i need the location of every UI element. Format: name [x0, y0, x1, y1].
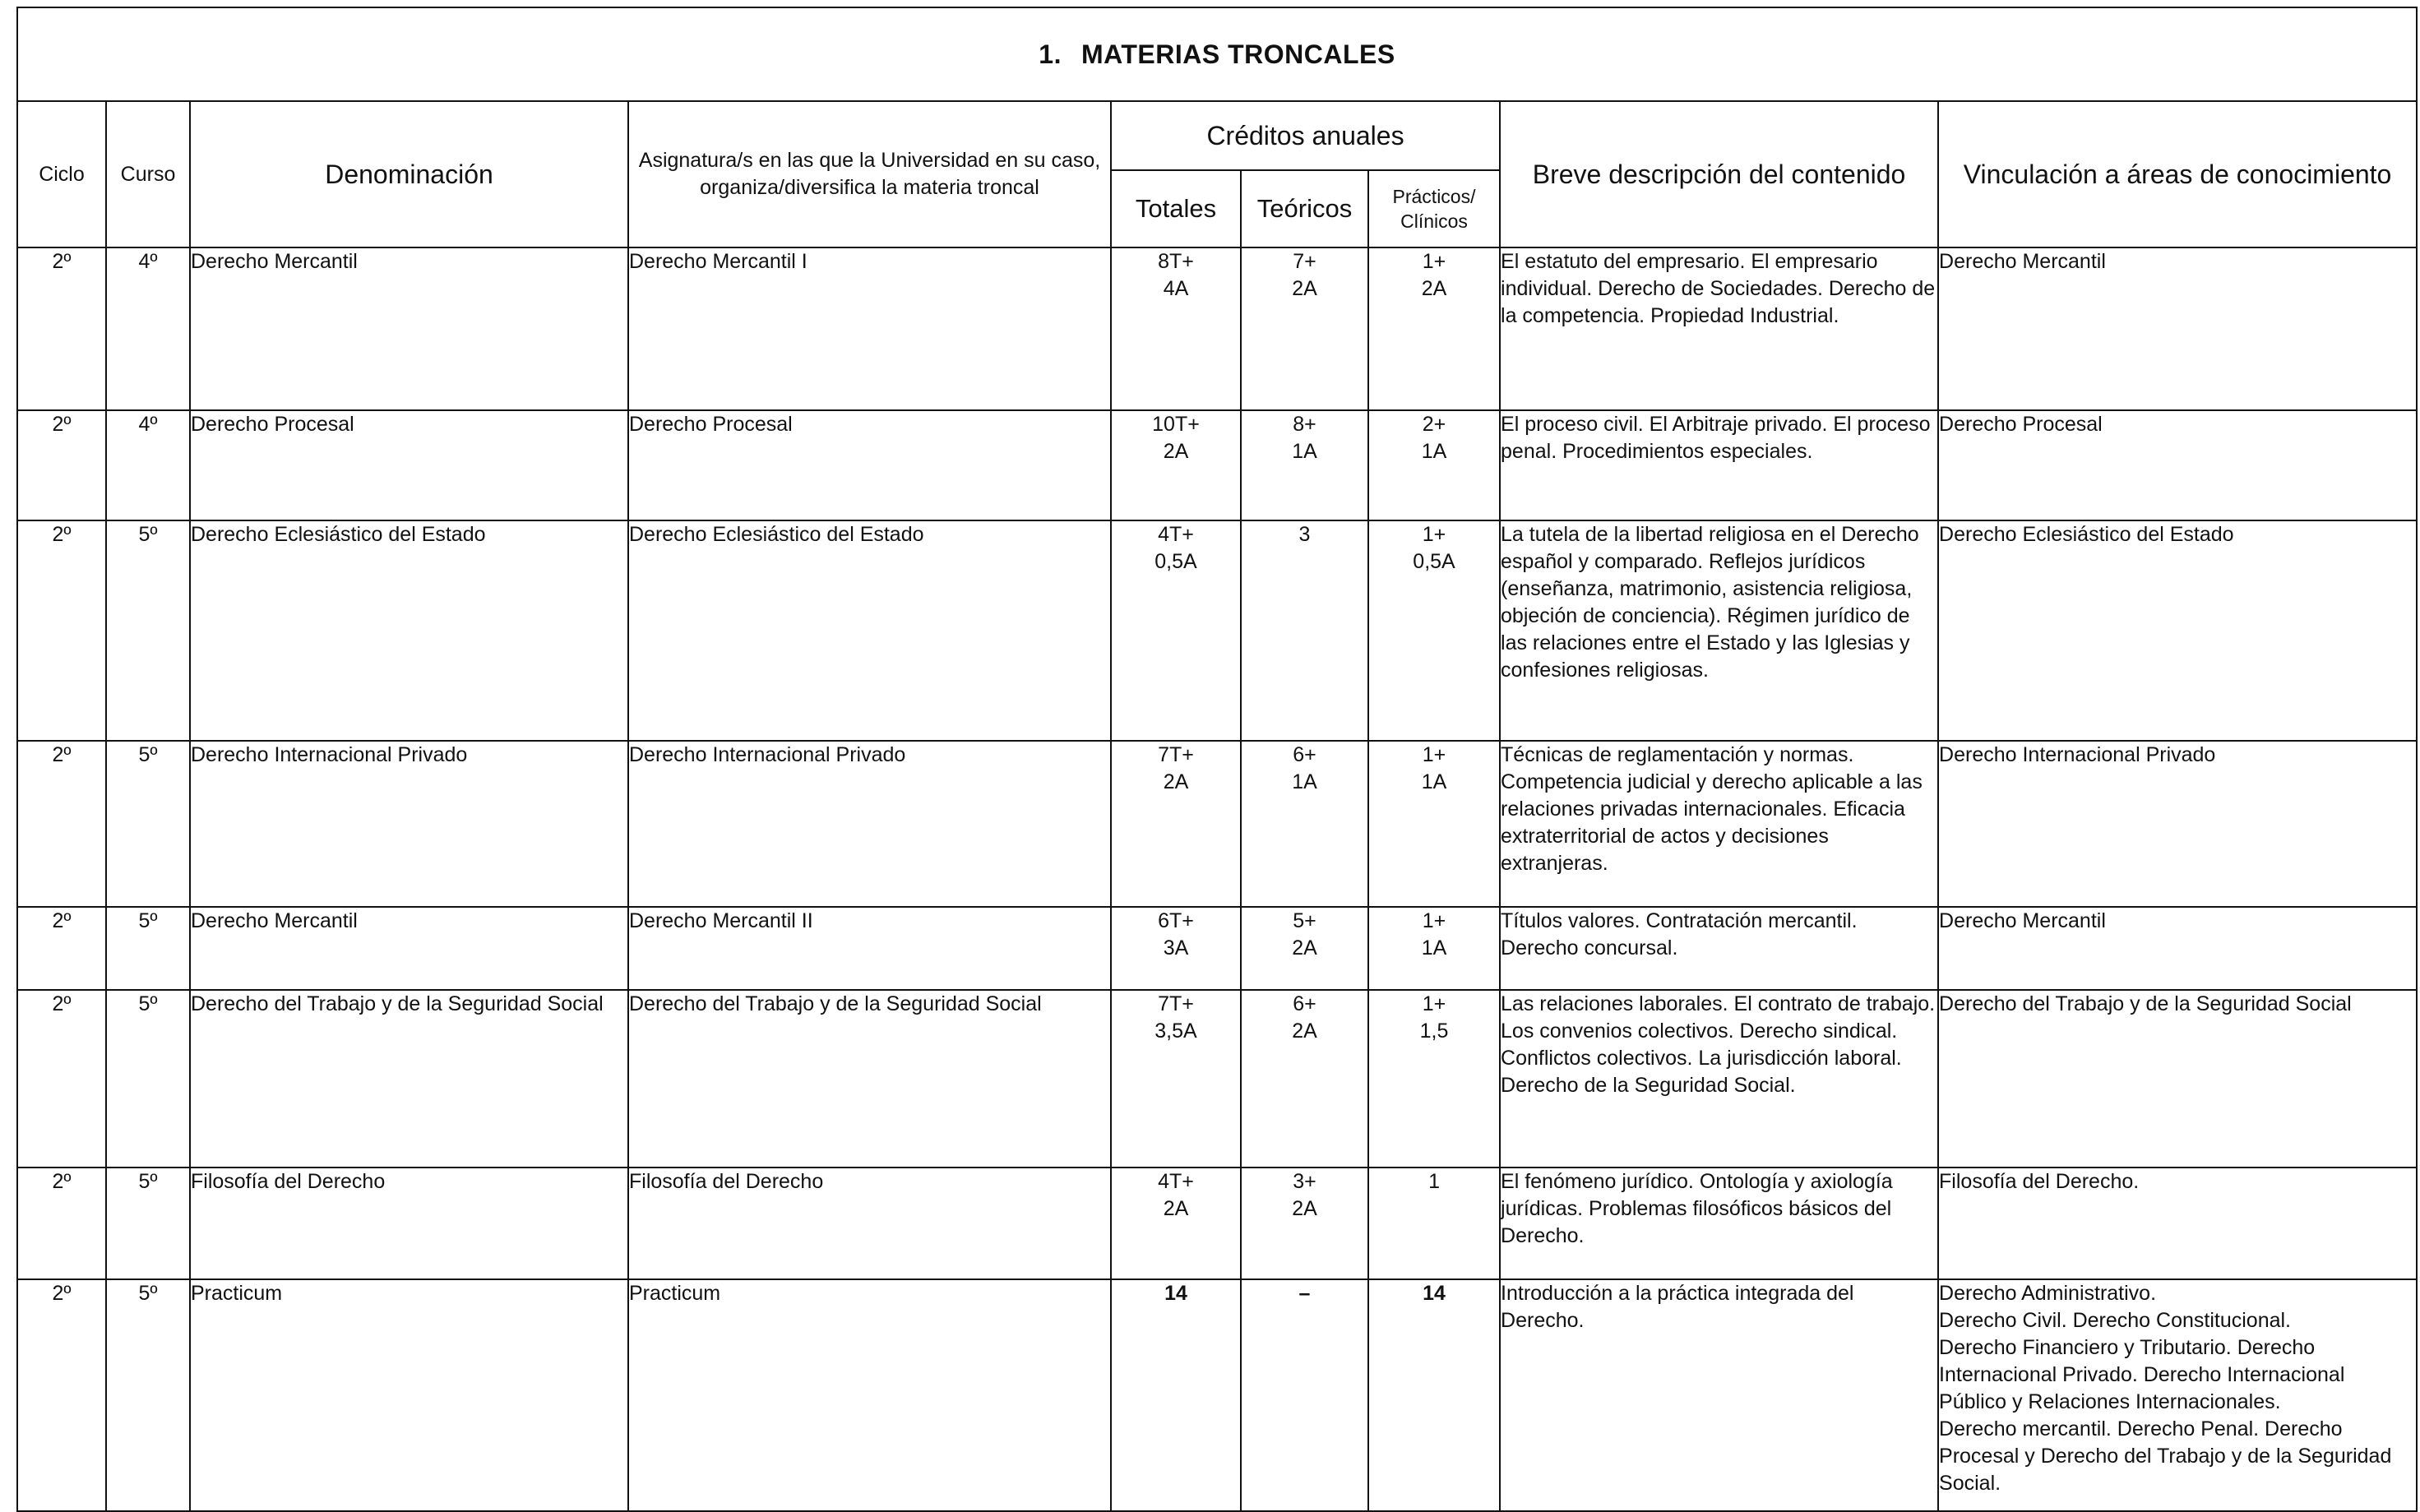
cell-line: Derecho Administrativo.	[1939, 1282, 2157, 1305]
table-row	[17, 1168, 2417, 1279]
cell-line: 7+	[1293, 250, 1316, 273]
asignatura-cell: Derecho Procesal	[628, 410, 1111, 520]
cell-line: Derecho Financiero y Tributario. Derecho Internacional Privado. Derecho Internacional Público y Relaciones Internacionales.	[1939, 1336, 2345, 1413]
cell-line: 8+	[1293, 413, 1316, 436]
cell-line: 1+	[1422, 909, 1446, 932]
practicos-cell	[1368, 741, 1500, 907]
asignatura-cell: Derecho del Trabajo y de la Seguridad Social	[628, 990, 1111, 1168]
curso-cell: 4º	[106, 410, 190, 520]
denominacion-cell: Derecho Internacional Privado	[190, 741, 628, 907]
vinculacion-cell	[1938, 907, 2417, 990]
denominacion-cell: Filosofía del Derecho	[190, 1168, 628, 1279]
table-row	[17, 1279, 2417, 1511]
asignatura-cell: Derecho Internacional Privado	[628, 741, 1111, 907]
ciclo-cell: 2º	[17, 410, 106, 520]
cell-line: 3,5A	[1154, 1020, 1197, 1043]
cell-line: 1	[1428, 1170, 1440, 1193]
asignatura-cell: Derecho Eclesiástico del Estado	[628, 520, 1111, 741]
document-title	[16, 7, 2418, 100]
header-descripcion: Breve descripción del contenido	[1500, 101, 1938, 247]
cell-line: 1+	[1422, 992, 1446, 1015]
curso-cell: 5º	[106, 520, 190, 741]
practicos-cell	[1368, 520, 1500, 741]
teoricos-cell	[1241, 1168, 1368, 1279]
header-creditos-anuales: Créditos anuales	[1111, 101, 1500, 170]
header-vinculacion: Vinculación a áreas de conocimiento	[1938, 101, 2417, 247]
cell-line: 1A	[1421, 770, 1447, 793]
cell-line: 1A	[1292, 770, 1317, 793]
practicos-cell	[1368, 1168, 1500, 1279]
vinculacion-cell	[1938, 741, 2417, 907]
ciclo-cell: 2º	[17, 247, 106, 410]
totales-cell	[1111, 990, 1241, 1168]
teoricos-cell	[1241, 247, 1368, 410]
cell-line: 3	[1298, 523, 1311, 546]
table-row	[17, 990, 2417, 1168]
practicos-cell	[1368, 410, 1500, 520]
denominacion-cell: Derecho Mercantil	[190, 247, 628, 410]
teoricos-cell	[1241, 520, 1368, 741]
cell-line: 4T+	[1158, 523, 1194, 546]
title-number: 1.	[1039, 39, 1062, 69]
curso-cell: 5º	[106, 907, 190, 990]
cell-line: 5+	[1293, 909, 1316, 932]
denominacion-cell: Practicum	[190, 1279, 628, 1511]
curso-cell: 5º	[106, 1168, 190, 1279]
practicos-cell	[1368, 247, 1500, 410]
totales-cell	[1111, 1168, 1241, 1279]
descripcion-cell: Las relaciones laborales. El contrato de trabajo. Los convenios colectivos. Derecho sindical. Conflictos colectivos. La jurisdicción laboral. Derecho de la Seguridad Social.	[1500, 990, 1938, 1168]
asignatura-cell: Derecho Mercantil I	[628, 247, 1111, 410]
cell-line: 3A	[1163, 936, 1189, 959]
table-row	[17, 741, 2417, 907]
table-row	[17, 907, 2417, 990]
cell-line: 6+	[1293, 743, 1316, 766]
descripcion-cell: El estatuto del empresario. El empresario individual. Derecho de Sociedades. Derecho de la competencia. Propiedad Industrial.	[1500, 247, 1938, 410]
vinculacion-cell	[1938, 247, 2417, 410]
cell-line: Filosofía del Derecho.	[1939, 1170, 2140, 1193]
header-denominacion: Denominación	[190, 101, 628, 247]
denominacion-cell: Derecho Mercantil	[190, 907, 628, 990]
practicos-cell	[1368, 990, 1500, 1168]
curso-cell: 5º	[106, 990, 190, 1168]
cell-line: 14	[1164, 1282, 1187, 1305]
asignatura-cell: Filosofía del Derecho	[628, 1168, 1111, 1279]
table-row	[17, 520, 2417, 741]
totales-cell	[1111, 741, 1241, 907]
vinculacion-cell	[1938, 410, 2417, 520]
cell-line: 1A	[1421, 936, 1447, 959]
teoricos-cell	[1241, 1279, 1368, 1511]
cell-line: Derecho Procesal	[1939, 413, 2103, 436]
cell-line: 7T+	[1158, 992, 1194, 1015]
ciclo-cell: 2º	[17, 990, 106, 1168]
cell-line: 6+	[1293, 992, 1316, 1015]
header-ciclo: Ciclo	[17, 101, 106, 247]
denominacion-cell: Derecho Eclesiástico del Estado	[190, 520, 628, 741]
descripcion-cell: Introducción a la práctica integrada del Derecho.	[1500, 1279, 1938, 1511]
table-row	[17, 247, 2417, 410]
cell-line: Derecho Civil. Derecho Constitucional.	[1939, 1309, 2291, 1332]
cell-line: 3+	[1293, 1170, 1316, 1193]
cell-line: 2A	[1163, 440, 1189, 463]
cell-line: Derecho Mercantil	[1939, 909, 2106, 932]
vinculacion-cell	[1938, 1168, 2417, 1279]
teoricos-cell	[1241, 907, 1368, 990]
practicos-cell	[1368, 1279, 1500, 1511]
descripcion-cell: El fenómeno jurídico. Ontología y axiología jurídicas. Problemas filosóficos básicos del Derecho.	[1500, 1168, 1938, 1279]
cell-line: 1+	[1422, 250, 1446, 273]
asignatura-cell: Practicum	[628, 1279, 1111, 1511]
materias-table	[16, 100, 2418, 1512]
cell-line: 1A	[1421, 440, 1447, 463]
cell-line: 2A	[1292, 1197, 1317, 1220]
totales-cell	[1111, 907, 1241, 990]
cell-line: 2A	[1292, 1020, 1317, 1043]
descripcion-cell: Técnicas de reglamentación y normas. Competencia judicial y derecho aplicable a las relaciones privadas internacionales. Eficacia extraterritorial de actos y decisiones extranjeras.	[1500, 741, 1938, 907]
descripcion-cell: Títulos valores. Contratación mercantil. Derecho concursal.	[1500, 907, 1938, 990]
header-teoricos: Teóricos	[1241, 170, 1368, 247]
cell-line: 1,5	[1419, 1020, 1449, 1043]
cell-line: 2A	[1292, 936, 1317, 959]
curso-cell: 5º	[106, 741, 190, 907]
document-sheet	[16, 7, 2416, 1495]
ciclo-cell: 2º	[17, 741, 106, 907]
cell-line: 2A	[1163, 1197, 1189, 1220]
cell-line: Derecho Mercantil	[1939, 250, 2106, 273]
cell-line: 2A	[1163, 770, 1189, 793]
totales-cell	[1111, 1279, 1241, 1511]
ciclo-cell: 2º	[17, 1168, 106, 1279]
table-row	[17, 410, 2417, 520]
title-text: MATERIAS TRONCALES	[1080, 39, 1395, 69]
header-asignaturas: Asignatura/s en las que la Universidad en su caso, organiza/diversifica la materia troncal	[628, 101, 1111, 247]
header-practicos: Prácticos/ Clínicos	[1368, 170, 1500, 247]
totales-cell	[1111, 520, 1241, 741]
cell-line: Derecho del Trabajo y de la Seguridad Social	[1939, 992, 2352, 1015]
vinculacion-cell	[1938, 1279, 2417, 1511]
asignatura-cell: Derecho Mercantil II	[628, 907, 1111, 990]
cell-line: 4T+	[1158, 1170, 1194, 1193]
header-curso: Curso	[106, 101, 190, 247]
ciclo-cell: 2º	[17, 520, 106, 741]
cell-line: Derecho mercantil. Derecho Penal. Derecho Procesal y Derecho del Trabajo y de la Seguridad Social.	[1939, 1417, 2392, 1495]
cell-line: 2A	[1421, 277, 1447, 300]
cell-line: Derecho Internacional Privado	[1939, 743, 2216, 766]
cell-line: 0,5A	[1413, 550, 1455, 573]
curso-cell: 4º	[106, 247, 190, 410]
descripcion-cell: El proceso civil. El Arbitraje privado. El proceso penal. Procedimientos especiales.	[1500, 410, 1938, 520]
cell-line: 1+	[1422, 743, 1446, 766]
ciclo-cell: 2º	[17, 907, 106, 990]
cell-line: 7T+	[1158, 743, 1194, 766]
denominacion-cell: Derecho del Trabajo y de la Seguridad Social	[190, 990, 628, 1168]
header-totales: Totales	[1111, 170, 1241, 247]
cell-line: 10T+	[1152, 413, 1200, 436]
totales-cell	[1111, 247, 1241, 410]
cell-line: 6T+	[1158, 909, 1194, 932]
cell-line: 2+	[1422, 413, 1446, 436]
cell-line: 8T+	[1158, 250, 1194, 273]
cell-line: 2A	[1292, 277, 1317, 300]
cell-line: 4A	[1163, 277, 1189, 300]
denominacion-cell: Derecho Procesal	[190, 410, 628, 520]
cell-line: 0,5A	[1154, 550, 1197, 573]
cell-line: –	[1298, 1282, 1311, 1305]
cell-line: 14	[1423, 1282, 1446, 1305]
ciclo-cell: 2º	[17, 1279, 106, 1511]
teoricos-cell	[1241, 741, 1368, 907]
vinculacion-cell	[1938, 990, 2417, 1168]
table-body	[17, 247, 2417, 1511]
practicos-cell	[1368, 907, 1500, 990]
teoricos-cell	[1241, 410, 1368, 520]
descripcion-cell: La tutela de la libertad religiosa en el Derecho español y comparado. Reflejos jurídicos (enseñanza, matrimonio, asistencia religiosa, objeción de conciencia). Régimen jurídico de las relaciones entre el Estado y las Iglesias y confesiones religiosas.	[1500, 520, 1938, 741]
teoricos-cell	[1241, 990, 1368, 1168]
totales-cell	[1111, 410, 1241, 520]
vinculacion-cell	[1938, 520, 2417, 741]
cell-line: 1+	[1422, 523, 1446, 546]
cell-line: 1A	[1292, 440, 1317, 463]
cell-line: Derecho Eclesiástico del Estado	[1939, 523, 2234, 546]
curso-cell: 5º	[106, 1279, 190, 1511]
